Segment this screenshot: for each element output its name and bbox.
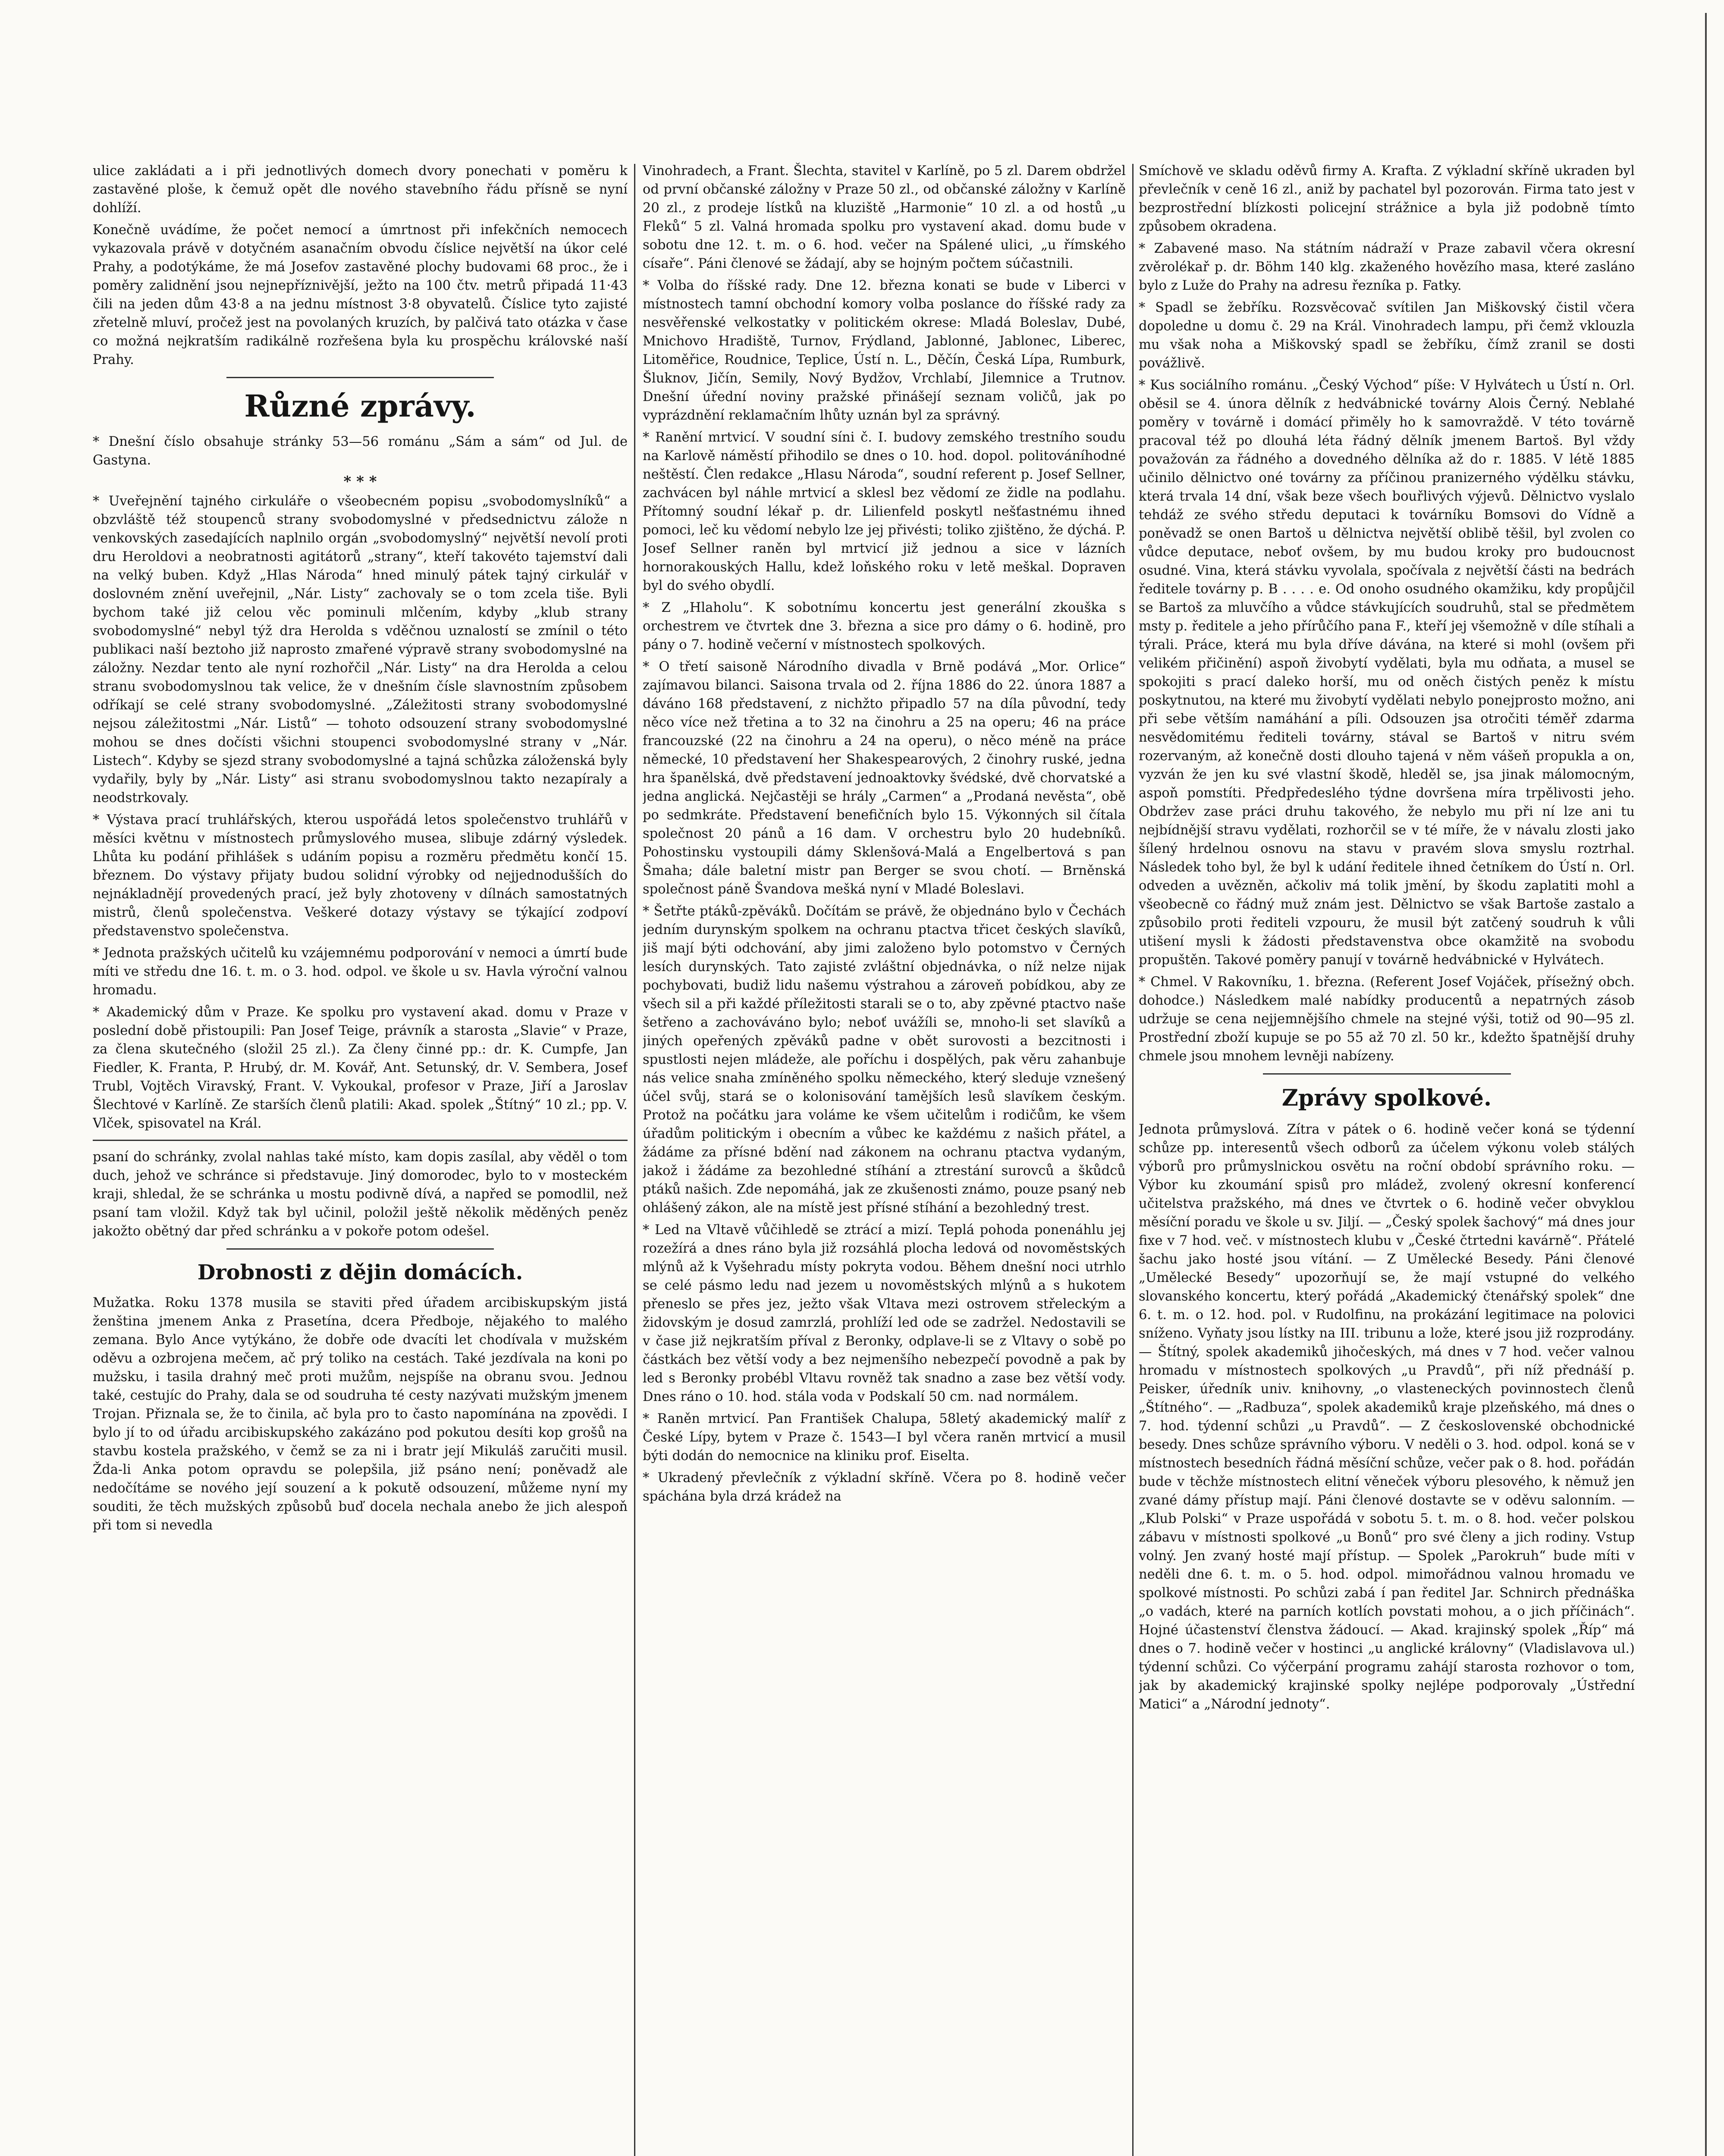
divider bbox=[226, 1248, 494, 1250]
article-tajny-cirkular: * Uveřejnění tajného cirkuláře o všeobecném popisu „svobodomyslníků“ a obzvláště též stoupenců strany svobodomyslné v předsednictvu zálože n venkovských zasedajících naplnilo orgán „svobodomyslný“ největší nevolí proti dru Heroldovi a neobratnosti agitátorů „strany“, kteří takovéto tajemství dali na velký buben. Když „Hlas Národa“ hned minulý pátek tajný cirkulář v doslovném znění uveřejnil, „Nár. Listy“ zachovaly se o tom zcela tiše. Byli bychom také již celou věc pominuli mlčením, kdyby „klub strany svobodomyslné“ nebyl týž dra Herolda s vděčnou uznalostí se zmínil o této publikaci naší beztoho již naprosto zmařené výpravě strany svobodomyslné na záložny. Nezdar tento ale nyní rozhořčil „Nár. Listy“ na dra Herolda a celou stranu svobodomyslnou tak velice, že v dnešním čísle slavnostním způsobem odříkají se celé strany svobodomyslné. „Záležitosti strany svobodomyslné nejsou záležitostmi „Nár. Listů“ — tohoto odsouzení strany svobodomyslné mohou se dnes dočísti všichni stoupenci svobodomyslné strany v „Nár. Listech“. Kdyby se sjezd strany svobodomyslné a tajná schůzka záloženská byly vydařily, byly by „Nár. Listy“ asi stranu svobodomyslnou takto nezapíraly a neodstrkovaly. bbox=[93, 494, 628, 805]
column-rule-1 bbox=[634, 164, 635, 2156]
article-ranen-mrtvici: * Raněn mrtvicí. Pan František Chalupa, 58letý akademický malíř z České Lípy, bytem v Praze č. 1543—I byl včera raněn mrtvicí a musil býti dodán do nemocnice na kliniku prof. Eiselta. bbox=[643, 1411, 1126, 1463]
column-rule-2 bbox=[1132, 164, 1134, 2156]
article-vinohradech: Vinohradech, a Frant. Šlechta, stavitel v Karlíně, po 5 zl. Darem obdržel od první občanské záložny v Praze 50 zl., od občanské záložny v Karlíně 20 zl., z prodeje lístků na kluziště „Harmonie“ 10 zl. a od hostů „u Fleků“ 5 zl. Valná hromada spolku pro vystavení akad. domu bude v sobotu dne 12. t. m. o 6. hod. večer na Spálené ulici, „u římského císaře“. Páni členové se žádají, aby se hojným počtem súčastnili. bbox=[643, 163, 1126, 271]
article-asanace-conclusion: Konečně uvádíme, že počet nemocí a úmrtnost při infekčních nemocech vykazovala právě v dotyčném asanačním obvodu číslice největší na úkor celé Prahy, a podotýkáme, že má Josefov zastavěné plochy budovami 68 proc., že i poměry zalidnění jsou nejnepříznivější, ježto na 100 čtv. metrů připadá 11·43 čili na jeden dům 43·8 a na jednu místnost 3·8 obyvatelů. Číslice tyto zajisté zřetelně mluví, pročež jest na povolaných kruzích, by palčivá tato otázka v čase co možná nejkratším radikálně rozřešena byla ku prospěchu královské naší Prahy. bbox=[93, 222, 628, 367]
article-ukradeny-prevlecnik: * Ukradený převlečník z výkladní skříně. Včera po 8. hodině večer spáchána byla drzá krádež na bbox=[643, 1470, 1126, 1504]
full-divider bbox=[93, 1140, 628, 1141]
article-setrte-ptaku: * Šetřte ptáků-zpěváků. Dočítám se právě, že objednáno bylo v Čechách jedním durynským spolkem na ochranu ptactva třicet českých slavíků, jiš mají býti odchování, aby jimi založeno bylo potomstvo v Černých lesích durynských. Tato zajisté zvláštní objednávka, o níž nelze nijak pochybovati, budiž lidu našemu výstrahou a zároveň pobídkou, aby ze všech sil a při každé příležitosti starali se o to, aby zpěvné ptactvo naše šetřeno a zachováváno bylo; neboť uvážíli se, mnoho-li set slavíků a jiných opeřených zpěváků padne v obět surovosti a bezcitnosti i spustlosti nejen mládeže, ale poříchu i dospělých, pak věru zahanbuje nás velice snaha zmíněného spolku německého, který sleduje vznešený účel svůj, stará se o kolonisování tamějších lesů slavíkem českým. Protož na počátku jara voláme ke všem učitelům i rodičům, ke všem úřadům politickým i obecním a vůbec ke každému z našich přátel, a žádáme za přísné bdění nad zákonem na ochranu ptactva vydaným, jakož i žádáme za bezohledné stíhání a ztrestání surovců a škůdců ptáků našich. Zde nepomáhá, jak ze zkušenosti známo, pouze psaný neb ohlášený zákon, ale na místě jest přísné stíhání a bezohledný trest. bbox=[643, 904, 1126, 1216]
article-smichov-kradez: Smíchově ve skladu oděvů firmy A. Krafta. Z výkladní skříně ukraden byl převlečník v ceně 16 zl., aniž by pachatel byl pozorován. Firma tato jest v bezprostřední blízkosti policejní strážnice a byla již podobně tímto způsobem okradena. bbox=[1139, 163, 1635, 234]
article-akademicky-dum: * Akademický dům v Praze. Ke spolku pro vystavení akad. domu v Praze v poslední době přistoupili: Pan Josef Teige, právník a starosta „Slavie“ v Praze, za člena skutečného (složil 25 zl.). Za členy činné pp.: dr. K. Cumpfe, Jan Fiedler, K. Franta, P. Hrubý, dr. M. Kovář, Ant. Setunský, dr. V. Sembera, Josef Trubl, Vojtěch Viravský, Frant. V. Vykoukal, profesor v Praze, Jiří a Jaroslav Šlechtové v Karlíně. Ze starších členů platili: Akad. spolek „Štítný“ 10 zl.; pp. V. Vlček, spisovatel na Král. bbox=[93, 1005, 628, 1131]
column-1 bbox=[93, 162, 628, 2156]
feuilleton-schranka: psaní do schránky, zvolal nahlas také místo, kam dopis zasílal, aby věděl o tom duch, jehož ve schránce si představuje. Jiný domorodec, bylo to v mosteckém kraji, shledal, že se schránka u mostu podivně dívá, a napřed se pomodlil, než psaní tam vložil. Když tak byl učinil, položil ještě několik měděných peněz jakožto obětný dar před schránku a v pokoře potom odešel. bbox=[93, 1150, 628, 1239]
article-vystava-truhlaru: * Výstava prací truhlářských, kterou uspořádá letos společenstvo truhlářů v měsíci květnu v místnostech průmyslového musea, slibuje zdárný výsledek. Lhůta ku podání přihlášek s udáním popisu a rozměru předmětu končí 15. březnem. Do výstavy přijaty budou solidní výrobky od nejjednodušších do nejnákladnějí provedených prací, jež byly zhotoveny v dílnách samostatných mistrů, členů společenstva. Veškeré dotazy výstavy se týkající zodpoví představenstvo společenstva. bbox=[93, 812, 628, 939]
divider bbox=[226, 377, 494, 378]
divider bbox=[1263, 1073, 1511, 1075]
article-hlahol: * Z „Hlaholu“. K sobotnímu koncertu jest generální zkouška s orchestrem ve čtvrtek dne 3. března a sice pro dámy o 6. hodině, pro pány o 7. hodině večerní v místnostech spolkových. bbox=[643, 600, 1126, 652]
article-divadlo-brno: * O třetí saisoně Národního divadla v Brně podává „Mor. Orlice“ zajímavou bilanci. Saisona trvala od 2. října 1886 do 22. února 1887 a dáváno 168 představení, z nichžto připadlo 57 na díla původní, tedy něco více než třetina a to 32 na činohru a 25 na operu; 46 na práce francouzské (22 na činohru a 24 na operu), o něco méně na práce německé, 10 představení her Shakespearových, 2 činohry ruské, jedna hra španělská, dvě představení jednoaktovky švédské, dvě chorvatské a jedna anglická. Nejčastěji se hrály „Carmen“ a „Prodaná nevěsta“, obě po sedmkráte. Představení benefičních bylo 15. Výkonných sil čítala společnost 20 pánů a 16 dam. V orchestru bylo 20 hudebníků. Pohostinsku vystoupili dámy Sklenšová-Malá a Engelbertová s pan Šmaha; dále baletní mistr pan Berger se svou chotí. — Brněnská společnost páně Švandova mešká nyní v Mladé Boleslavi. bbox=[643, 659, 1126, 897]
article-muzatka: Mužatka. Roku 1378 musila se staviti před úřadem arcibiskupským jistá ženština jmenem Anka z Prasetína, dcera Předboje, nějakého to malého zemana. Bylo Ance vytýkáno, že dobře ode dvacíti let chodívala v mužském oděvu a ozbrojena mečem, ač prý toliko na cestách. Také jezdívala na koni po mužsku, i tasila drahný meč proti mužům, nejspíše na obranu svou. Jednou také, cestujíc do Prahy, dala se od soudruha té cesty nazývati mužským jmenem Trojan. Přiznala se, že to činila, ač byla pro to často napomínána na zpovědi. I bylo jí to od úřadu arcibiskupského zakázáno pod pokutou desíti kop grošů na stavbu kostela pražského, v čemž se za ni i bratr její Mikuláš zaručiti musil. Žda-li Anka potom opravdu se polepšila, již psáno není; poněvadž ale nedočítáme se nového její souzení a k pokutě odsouzení, můžeme nyní my souditi, že těch mužských způsobů buď docela nechala anebo že jich alespoň při tom si nevedla bbox=[93, 1295, 628, 1533]
article-spadl-se-zebriku: * Spadl se žebříku. Rozsvěcovač svítilen Jan Miškovský čistil včera dopoledne u domu č. 29 na Král. Vinohradech lampu, při čemž vklouzla mu však noha a Miškovský spadl se žebříku, čímž zranil se dosti povážlivě. bbox=[1139, 300, 1635, 371]
article-chmel: * Chmel. V Rakovníku, 1. března. (Referent Josef Vojáček, přísežný obch. dohodce.) Následkem malé nabídky producentů a nepatrných zásob udržuje se cena nejjemnějšího chmele na stejné výši, totiž od 90—95 zl. Prostřední zboží kupuje se po 55 až 70 zl. 50 kr., kdežto špatnější druhy chmele jsou mnohem levněji nabízeny. bbox=[1139, 975, 1635, 1064]
article-raneni-mrtvici: * Ranění mrtvicí. V soudní síni č. I. budovy zemského trestního soudu na Karlově náměstí přihodilo se dnes o 10. hod. dopol. politováníhodné neštěstí. Člen redakce „Hlasu Národa“, soudní referent p. Josef Sellner, zachvácen byl náhle mrtvicí a sklesl bez vědomí ze židle na podlahu. Přítomný soudní lékař p. dr. Lilienfeld poskytl nešťastnému ihned pomoci, leč ku vědomí nebylo lze jej přivésti; toliko zjištěno, že dýchá. P. Josef Sellner raněn byl mrtvicí již jednou a sice v lázních hornorakouských Hallu, kdež loňského roku v letě meškal. Dopraven byl do svého obydlí. bbox=[643, 430, 1126, 593]
section-heading-zpravy-spolkove: Zprávy spolkové. bbox=[1281, 1085, 1492, 1111]
section-heading-ruzne-zpravy: Různé zprávy. bbox=[244, 388, 476, 424]
article-zabavene-maso: * Zabavené maso. Na státním nádraží v Praze zabavil včera okresní zvěrolékař p. dr. Böhm 140 klg. zkaženého hovězího masa, které zasláno bylo z Luže do Prahy na adresu řezníka p. Fatky. bbox=[1139, 241, 1635, 293]
article-socialni-roman: * Kus sociálního románu. „Český Východ“ píše: V Hylvátech u Ústí n. Orl. oběsil se 4. února dělník z hedvábnické továrny Alois Černý. Neblahé poměry v továrně i domácí přiměly ho k samovraždě. V této továrně pracoval též po dlouhá léta řádný dělník jmenem Bartoš. Byl vždy považován za řádného a dovedného dělníka až do r. 1885. V létě 1885 učinilo dělnictvo oné továrny za příčinou pranizerného výdělku stávku, která trvala 14 dní, však beze všech bouřlivých výjevů. Dělnictvo vyslalo tehdáž ze svého středu deputaci k továrníku Bomsovi do Vídně a poněvadž se onen Bartoš u dělnictva největší oblibě těšil, byl zvolen co vůdce deputace, neboť ovšem, by mu budou kroky pro budoucnost osudné. Vina, která stávku vyvolala, spočívala z největší části na bedrách ředitele továrny p. B . . . . e. Od onoho osudného okamžiku, kdy propůjčil se Bartoš za mluvčího a vůdce stávkujících soudruhů, stal se předmětem msty p. ředitele a jeho přírůčího pana F., kteří jej všemožně v díle stíhali a týrali. Práce, která mu byla dříve dávána, na které si mohl (ovšem při velikém přičinění) aspoň živobytí vydělati, byla mu odňata, a musel se spokojiti s prací daleko horší, mu od oněch čistých peněz k místu poskytnutou, na které mu živobytí vydělati nebylo ponejprosto možno, ani při sebe větším namáhání a píli. Odsouzen jsa otročiti téměř zdarma nesvědomitému řediteli továrny, stával se Bartoš v nitru svém rozervaným, až konečně dosti dlouho tajená v něm vášeň propukla a on, vyzván že jen ku své vlastní škodě, hleděl se, jsa jinak málomocným, aspoň pomstíti. Předpředeslého týdne dovršena míra trpělivosti jeho. Obdržev zase práci druhu takového, že nebylo mu při ní lze ani tu nejbídnější stravu vydělati, rozhorčil se v té míře, že v návalu zlosti jako šílený hrdelnou osnovu na stavu v pravém slova smyslu roztrhal. Následek toho byl, že byl k udání ředitele ihned četníkem do Ústí n. Orl. odveden a uvězněn, ačkoliv má tolik jmění, by škodu zaplatiti mohl a všeobecně co řádný muž znám jest. Dělnictvo se však Bartoše zastalo a způsobilo proti řediteli vzpouru, že musil být zatčený soudruh k vůli utišení mysli k žádosti představenstva obce okamžitě na svobodu propuštěn. Takové poměry panují v továrně hedvábnické v Hylvátech. bbox=[1139, 378, 1635, 968]
page-edge bbox=[1700, 13, 1707, 2156]
article-jednota-ucitelu: * Jednota pražských učitelů ku vzájemnému podporování v nemoci a úmrtí bude míti ve středu dne 16. t. m. o 3. hod. odpol. ve škole u sv. Havla výroční valnou hromadu. bbox=[93, 946, 628, 998]
article-continuation-intro: ulice zakládati a i při jednotlivých domech dvory ponechati v poměru k zastavěné ploše, k čemuž opět dle nového stavebního řádu přísně se nyní dohlíží. bbox=[93, 163, 628, 216]
notice-roman: * Dnešní číslo obsahuje stránky 53—56 románu „Sám a sám“ od Jul. de Gastyna. bbox=[93, 434, 628, 468]
article-volba-risska-rada: * Volba do říšské rady. Dne 12. března konati se bude v Liberci v místnostech tamní obchodní komory volba poslance do říšské rady za nesvěřenské velkostatky v politickém okrese: Mladá Boleslav, Dubé, Mnichovo Hradiště, Turnov, Frýdland, Jablonné, Jablonec, Liberec, Litoměřice, Roudnice, Teplice, Ústí n. L., Děčín, Česká Lípa, Rumburk, Šluknov, Jičín, Semily, Nový Bydžov, Vrchlabí, Jilemnice a Trutnov. Dnešní úřední noviny pražské přinášejí seznam voličů, jak po vyprázdnění reklamačním lhůty uznán byl za správný. bbox=[643, 278, 1126, 423]
article-led-na-vltave: * Led na Vltavě vůčihledě se ztrácí a mizí. Teplá pohoda ponenáhlu jej rozežírá a dnes ráno byla již rozsáhlá plocha ledová od novoměstských mlýnů až k Vyšehradu místy pokryta vodou. Během dnešní noci utrhlo se celé pásmo ledu nad jezem u novoměstských mlýnů a s hukotem přeneslo se přes jez, ježto však Vltava mezi ostrovem střeleckým a židovským je dosud zamrzlá, prohlíží led ode se zadržel. Nedostavili se v čase již nejkratším příval z Beronky, odplave-li se z Vltavy o sobě po částkách bez větší vody a bez nejmenšího nebezpečí povodně a pak by led s Beronky probébl Vltavu rovněž tak snadno a zase bez větší vody. Dnes ráno o 10. hod. stála voda v Podskalí 50 cm. nad normálem. bbox=[643, 1222, 1126, 1404]
column-3 bbox=[1139, 162, 1635, 2156]
asterism: * * * bbox=[343, 473, 377, 490]
section-heading-drobnosti: Drobnosti z dějin domácích. bbox=[197, 1260, 523, 1285]
column-2 bbox=[643, 162, 1126, 2156]
article-spolkove-zpravy: Jednota průmyslová. Zítra v pátek o 6. hodině večer koná se týdenní schůze pp. interesentů všech odborů za účelem výkonu voleb stálých výborů pro průmyslnickou osvětu na roční období správního roku. — Výbor ku zkoumání spisů pro mládež, zvolený okresní konferencí učitelstva pražského, má dnes ve čtvrtek o 6. hodině večer obvyklou měsíční poradu ve škole u sv. Jiljí. — „Český spolek šachový“ má dnes jour fixe v 7 hod. več. v místnostech klubu v „České čtrtedni kavárně“. Přátelé šachu jako hosté jsou vítání. — Z Umělecké Besedy. Páni členové „Umělecké Besedy“ upozorňují se, že mají vstupné do velkého slovanského koncertu, který pořádá „Akademický čtenářský spolek“ dne 6. t. m. o 12. hod. pol. v Rudolfinu, na prokázání legitimace na polovici sníženo. Vyňaty jsou lístky na III. tribunu a lože, které jsou již rozprodány. — Štítný, spolek akademiků jihočeských, má dnes v 7 hod. večer valnou hromadu v místnostech spolkových „u Pravdů“, při níž přednáší p. Peisker, úředník univ. knihovny, „o vlasteneckých povinnostech členů „Štítného“. — „Radbuza“, spolek akademiků kraje plzeňského, má dnes o 7. hod. týdenní schůzi „u Pravdů“. — Z československé obchodnické besedy. Dnes schůze správního výboru. V neděli o 3. hod. odpol. koná se v místnostech besedních řádná měsíční schůze, večer pak o 8. hod. pořádán bude v těchže místnostech elitní věneček výboru plesového, k němuž jen zvané dámy přístup mají. Páni členové dostavte se v oděvu salonním. — „Klub Polski“ v Praze uspořádá v sobotu 5. t. m. o 8. hod. večer polskou zábavu v místnosti spolkové „u Bonů“ pro své členy a jich rodiny. Vstup volný. Jen zvaný hosté mají přístup. — Spolek „Parokruh“ bude míti v neděli dne 6. t. m. o 5. hod. odpol. mimořádnou valnou hromadu ve spolkové místnosti. Po schůzi zabá í pan ředitel Jar. Schnirch přednáška „o vadách, které na parních kotlích povstati mohou, a o jich příčinách“. Hojné účastenství členstva žádoucí. — Akad. krajinský spolek „Říp“ má dnes o 7. hodině večer v hostinci „u anglické královny“ (Vladislavova ul.) týdenní schůzi. Co výčerpání programu zahájí starosta rozhovor o tom, jak by akademický krajinské spolky nejlépe podporovaly „Ústřední Matici“ a „Národní jednoty“. bbox=[1139, 1122, 1635, 1712]
